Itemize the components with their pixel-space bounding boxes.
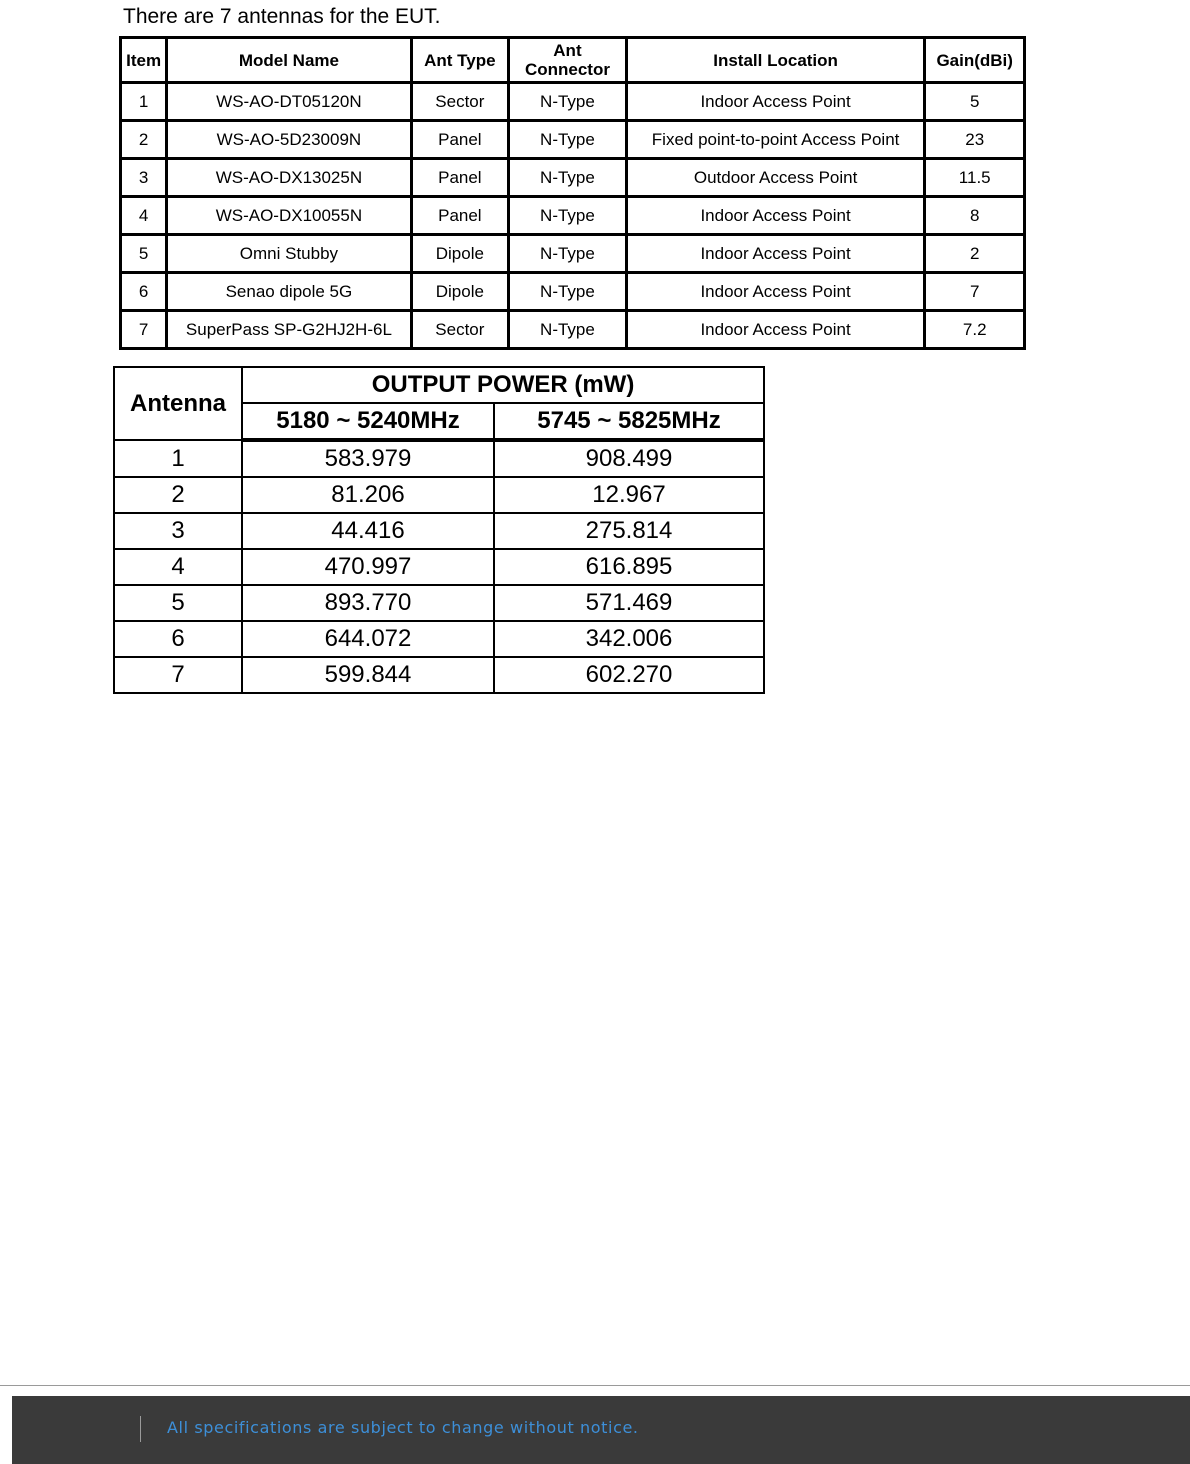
cell-location: Indoor Access Point (628, 312, 924, 347)
footer-bar (12, 1396, 1190, 1464)
footer-separator (140, 1416, 141, 1442)
cell-gain: 7 (926, 274, 1023, 309)
table-row (122, 236, 1023, 271)
header-ant-connector-line1: Ant (553, 41, 582, 60)
cell-type: Sector (413, 312, 508, 347)
cell-connector: N-Type (510, 312, 625, 347)
cell-antenna: 7 (114, 657, 242, 693)
cell-gain: 2 (926, 236, 1023, 271)
cell-location: Indoor Access Point (628, 274, 924, 309)
cell-band1-power: 583.979 (242, 440, 494, 477)
cell-type: Panel (413, 160, 508, 195)
cell-antenna: 3 (114, 513, 242, 549)
cell-location: Indoor Access Point (628, 198, 924, 233)
cell-band2-power: 275.814 (494, 513, 764, 549)
cell-model: Omni Stubby (168, 236, 409, 271)
cell-connector: N-Type (510, 160, 625, 195)
table-row (114, 657, 764, 693)
cell-gain: 8 (926, 198, 1023, 233)
header-install-location: Install Location (628, 39, 924, 81)
cell-band1-power: 81.206 (242, 477, 494, 513)
table-row (122, 198, 1023, 233)
cell-model: WS-AO-DX13025N (168, 160, 409, 195)
cell-gain: 23 (926, 122, 1023, 157)
footer-disclaimer: All specifications are subject to change without notice. (167, 1418, 639, 1437)
cell-band1-power: 644.072 (242, 621, 494, 657)
cell-location: Fixed point-to-point Access Point (628, 122, 924, 157)
table-row (114, 549, 764, 585)
cell-band1-power: 470.997 (242, 549, 494, 585)
header-model-name: Model Name (168, 39, 409, 81)
cell-band1-power: 44.416 (242, 513, 494, 549)
cell-item: 4 (122, 198, 165, 233)
cell-band2-power: 602.270 (494, 657, 764, 693)
cell-location: Indoor Access Point (628, 84, 924, 119)
cell-connector: N-Type (510, 122, 625, 157)
table-row (114, 440, 764, 477)
header-band-5745-5825: 5745 ~ 5825MHz (494, 403, 764, 440)
cell-band2-power: 571.469 (494, 585, 764, 621)
cell-gain: 11.5 (926, 160, 1023, 195)
table-row (122, 312, 1023, 347)
cell-item: 3 (122, 160, 165, 195)
cell-connector: N-Type (510, 236, 625, 271)
table-row (114, 621, 764, 657)
cell-model: Senao dipole 5G (168, 274, 409, 309)
cell-type: Panel (413, 122, 508, 157)
cell-connector: N-Type (510, 274, 625, 309)
cell-item: 6 (122, 274, 165, 309)
cell-antenna: 1 (114, 440, 242, 477)
cell-gain: 7.2 (926, 312, 1023, 347)
cell-type: Dipole (413, 274, 508, 309)
table-row (114, 477, 764, 513)
header-gain: Gain(dBi) (926, 39, 1023, 81)
cell-gain: 5 (926, 84, 1023, 119)
cell-type: Sector (413, 84, 508, 119)
cell-model: WS-AO-DX10055N (168, 198, 409, 233)
cell-band1-power: 893.770 (242, 585, 494, 621)
intro-text: There are 7 antennas for the EUT. (123, 5, 441, 28)
cell-model: SuperPass SP-G2HJ2H-6L (168, 312, 409, 347)
header-band-5180-5240: 5180 ~ 5240MHz (242, 403, 494, 440)
cell-band2-power: 616.895 (494, 549, 764, 585)
table-row (114, 513, 764, 549)
table-row (114, 585, 764, 621)
header-item: Item (122, 39, 165, 81)
header-output-power: OUTPUT POWER (mW) (242, 367, 764, 403)
cell-item: 1 (122, 84, 165, 119)
header-antenna: Antenna (114, 367, 242, 440)
cell-band1-power: 599.844 (242, 657, 494, 693)
cell-antenna: 4 (114, 549, 242, 585)
cell-antenna: 6 (114, 621, 242, 657)
cell-band2-power: 908.499 (494, 440, 764, 477)
table-row (122, 274, 1023, 309)
cell-model: WS-AO-DT05120N (168, 84, 409, 119)
cell-band2-power: 342.006 (494, 621, 764, 657)
cell-type: Dipole (413, 236, 508, 271)
cell-connector: N-Type (510, 198, 625, 233)
cell-location: Outdoor Access Point (628, 160, 924, 195)
header-ant-connector (510, 39, 625, 81)
output-power-table (113, 366, 765, 694)
header-ant-connector-line2: Connector (524, 60, 610, 79)
antenna-table-header-row (122, 39, 1023, 81)
cell-item: 2 (122, 122, 165, 157)
cell-band2-power: 12.967 (494, 477, 764, 513)
header-ant-type: Ant Type (413, 39, 508, 81)
power-table-header-row (114, 367, 764, 403)
cell-item: 7 (122, 312, 165, 347)
cell-antenna: 2 (114, 477, 242, 513)
cell-location: Indoor Access Point (628, 236, 924, 271)
table-row (122, 122, 1023, 157)
cell-type: Panel (413, 198, 508, 233)
cell-connector: N-Type (510, 84, 625, 119)
antenna-table (119, 36, 1026, 350)
cell-item: 5 (122, 236, 165, 271)
table-row (122, 84, 1023, 119)
footer-divider (0, 1385, 1190, 1386)
cell-model: WS-AO-5D23009N (168, 122, 409, 157)
cell-antenna: 5 (114, 585, 242, 621)
table-row (122, 160, 1023, 195)
